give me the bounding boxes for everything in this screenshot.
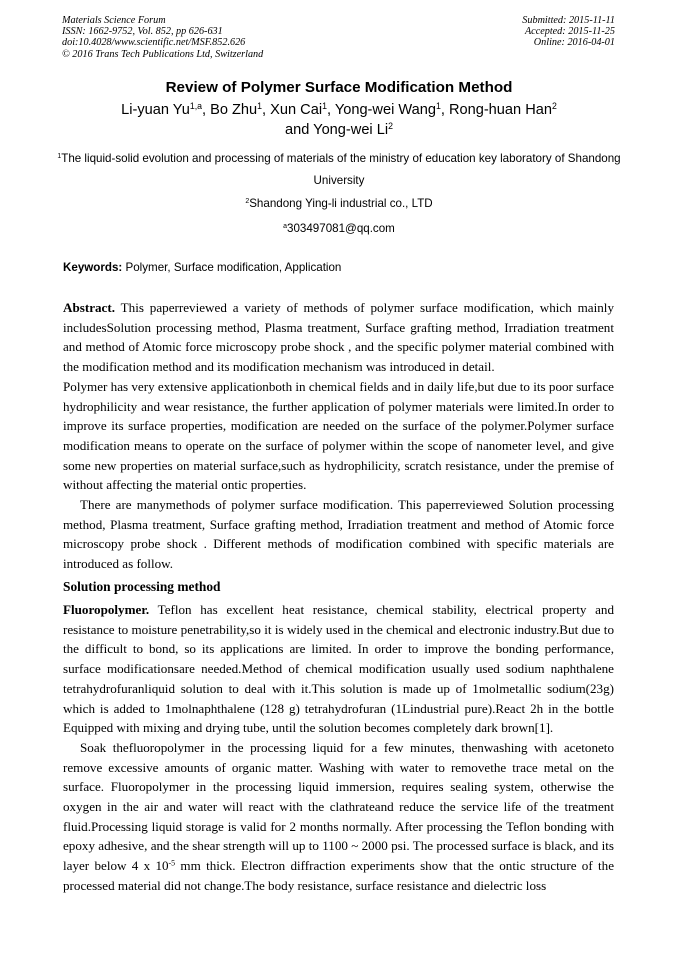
author-conjunction: and (285, 122, 314, 138)
subsection-lead: Fluoropolymer. (63, 602, 150, 617)
author-list (40, 100, 638, 140)
author: Rong-huan Han$^2$ (448, 101, 557, 118)
corresponding-email[interactable]: $^a$303497081@qq.com (283, 222, 395, 235)
journal-copyright: © 2016 Trans Tech Publications Ltd, Switzerland (62, 48, 264, 60)
submitted-date: Submitted: 2015-11-11 (522, 15, 615, 26)
paper-title: Review of Polymer Surface Modification Method (165, 79, 513, 96)
author: Yong-wei Wang$^1$, (334, 101, 449, 118)
body-paragraph: Fluoropolymer. Teflon has excellent heat resistance, chemical stability, electrical property and resistance to moisture penetrability,so it is widely used in the chemical and electronic industry.But due to the difficult to bond, so its applications are limited. In order to improve the bonding performance, surface modificationsare needed.Method of chemical modification usually used sodium naphthalene tetrahydrofuranliquid solution to deal with it.This solution is made up of 1molmetallic sodium(23g) which is added to 1molnaphthalene (128 g) tetrahydrofuran (1Lindustrial pure).React 2h in the bottle Equipped with mixing and drying tube, until the solution becomes completely dark brown[1]. (63, 602, 614, 736)
abstract-section (63, 298, 614, 574)
author: Xun Cai$^1$, (270, 101, 335, 118)
journal-doi: doi:10.4028/www.scientific.net/MSF.852.626 (62, 37, 246, 49)
journal-info (62, 15, 263, 60)
accepted-date: Accepted: 2015-11-25 (524, 26, 615, 38)
online-date: Online: 2016-04-01 (533, 37, 615, 49)
keywords-label: Keywords: (63, 261, 123, 274)
journal-name: Materials Science Forum (62, 15, 166, 26)
keywords (63, 258, 341, 278)
fluoropolymer-section (63, 600, 614, 896)
author: Yong-wei Li$^2$ (313, 121, 393, 138)
keywords-text: Polymer, Surface modification, Application (122, 261, 342, 274)
affiliation-1: $^1$The liquid-solid evolution and processing of materials of the ministry of education key laboratory of Shandong University (57, 152, 621, 187)
author: Li-yuan Yu$^{1,a}$, (121, 101, 211, 118)
affiliation-2: $^2$Shandong Ying-li industrial co., LTD (245, 197, 433, 210)
intro-paragraph: Polymer has very extensive applicationboth in chemical fields and in daily life,but due to its poor surface hydrophilicity and wear resistance, the further application of polymer materials were limited.In order to improve its surface properties, modification are needed on the surface of the polymer.Polymer surface modification means to operate on the surface of polymer within the scope of nanometer level, and give some new properties on material surface,such as hydrophilicity, scratch resistance, under the premise of without affecting the material ontic properties. (63, 378, 614, 493)
section-heading: Solution processing method (63, 579, 221, 594)
journal-issn: ISSN: 1662-9752, Vol. 852, pp 626-631 (62, 26, 223, 38)
abstract-label: Abstract. (63, 300, 115, 315)
abstract-paragraph: Abstract. This paperreviewed a variety of methods of polymer surface modification, which mainly includesSolution processing method, Plasma treatment, Surface grafting method, Irradiation treatment and method of Atomic force microscopy probe shock , and the specific polymer material combined with the modification method and its modification mechanism was introduced in detail. (63, 300, 614, 375)
intro-paragraph: There are manymethods of polymer surface modification. This paperreviewed Solution processing method, Plasma treatment, Surface grafting method, Irradiation treatment and method of Atomic force microscopy probe shock . Different methods of modification combined with specific materials are introduced as follow. (63, 497, 614, 572)
author: Bo Zhu$^1$, (210, 101, 271, 118)
submission-dates (522, 15, 615, 49)
body-paragraph: Soak thefluoropolymer in the processing liquid for a few minutes, thenwashing with acetoneto remove excessive amounts of organic matter. Washing with water to removethe trace metal on the surface. Fluoropolymer in the processing liquid immersion, requires sealing system, otherwise the oxygen in the air and water will react with the clathrateand reduce the service life of the treatment fluid.Processing liquid storage is valid for 2 months normally. After processing the Teflon bonding with epoxy adhesive, and the shear strength will up to 1100 ~ 2000 psi. The processed surface is black, and its layer below 4 x $10^{-5}$ mm thick. Electron diffraction experiments show that the ontic structure of the processed material did not change.The body resistance, surface resistance and dielectric loss (63, 739, 615, 893)
